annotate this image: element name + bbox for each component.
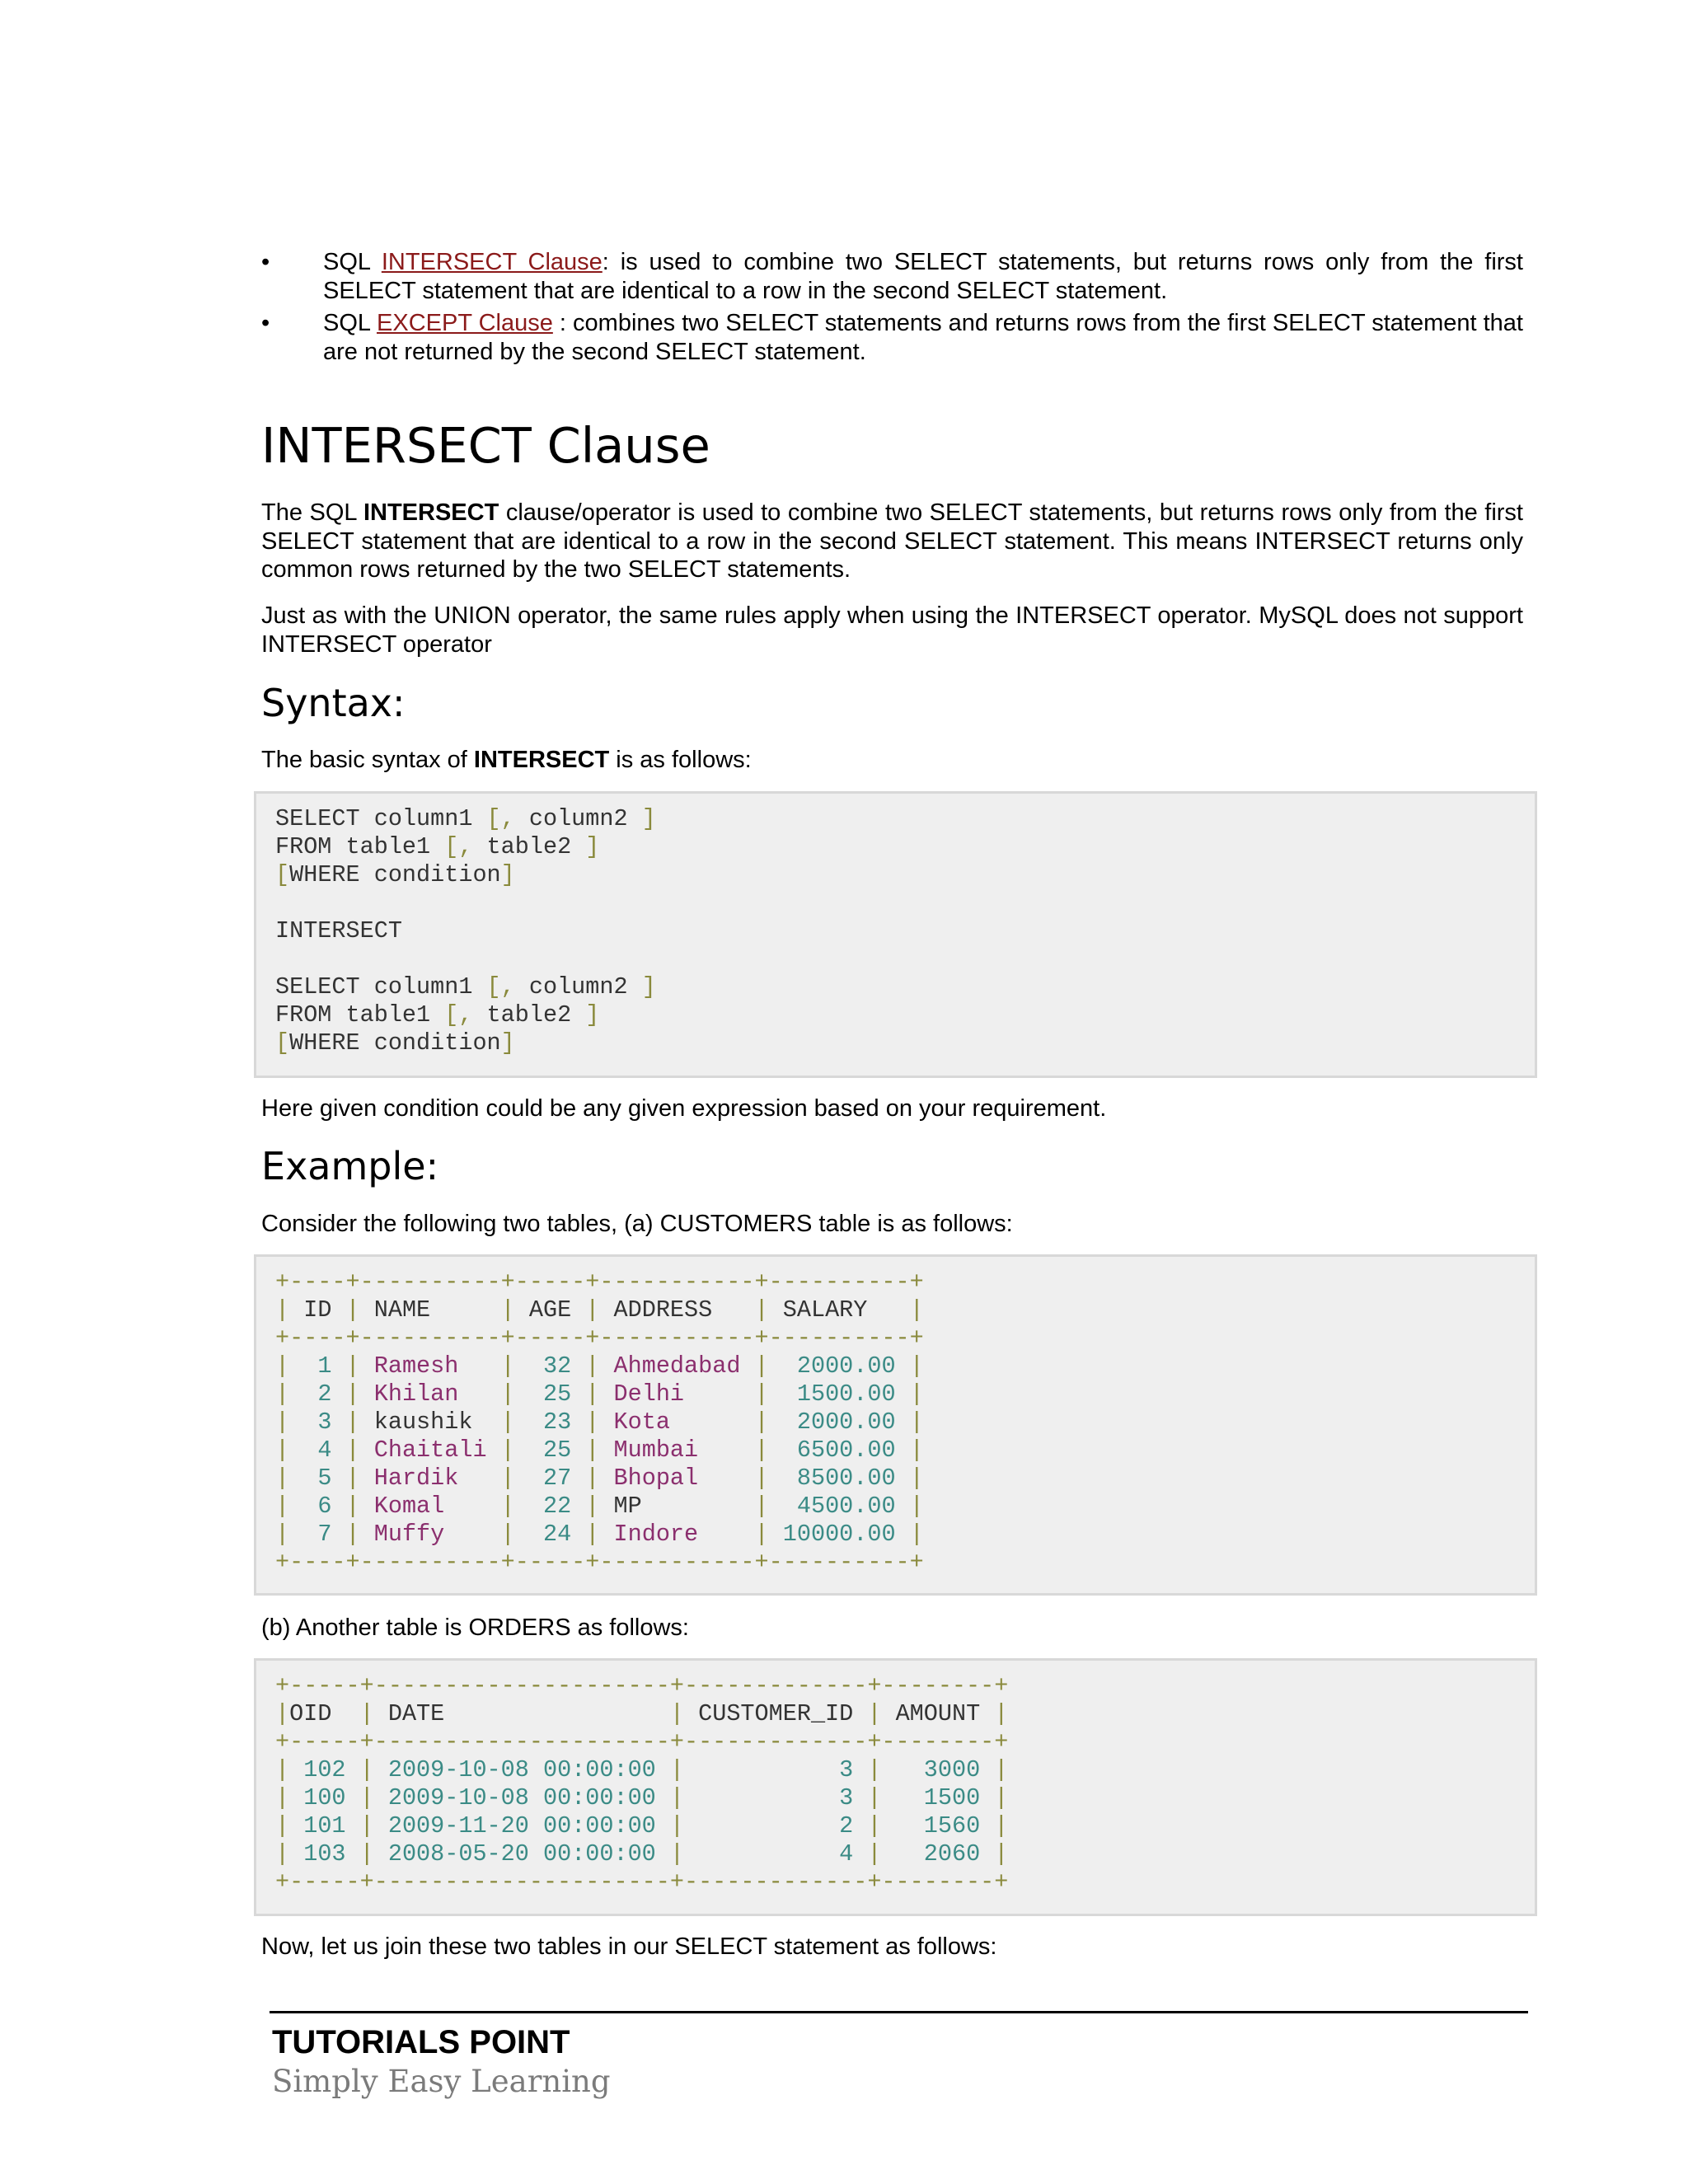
column-header: DATE	[373, 1700, 670, 1727]
table-cell: 22	[514, 1493, 586, 1520]
intro-text: clause/operator is used to combine two SELECT statements, but returns rows only from the first SELECT statement that are identical to a row in the second SELECT statement. This means INTERSECT returns only common rows returned by the two SELECT statements.	[261, 499, 1523, 583]
syntax-intro-bold: INTERSECT	[473, 747, 610, 773]
table-cell: 3000	[881, 1756, 995, 1783]
table-cell: 3	[289, 1408, 346, 1436]
table-cell: kaushik	[359, 1408, 501, 1436]
table-row: | 4 | Chaitali | 25 | Mumbai | 6500.00 |	[275, 1436, 924, 1464]
table-cell: 1560	[881, 1812, 995, 1840]
table-top-border: +----+----------+-----+-----------+----------+	[275, 1268, 924, 1296]
section-title: INTERSECT Clause	[261, 417, 710, 474]
footer-divider	[270, 2011, 1528, 2013]
table-cell: 2060	[881, 1840, 995, 1868]
footer-tagline: Simply Easy Learning	[272, 2064, 611, 2099]
table-cell: 100	[289, 1784, 360, 1811]
table-header-row: | ID | NAME | AGE | ADDRESS | SALARY |	[275, 1296, 924, 1324]
clause-list	[261, 248, 1523, 370]
table-cell: 5	[289, 1465, 346, 1492]
table-header-row: |OID | DATE | CUSTOMER_ID | AMOUNT |	[275, 1700, 1009, 1727]
table-cell: 6	[289, 1493, 346, 1520]
table-cell: 2009-10-08 00:00:00	[373, 1784, 670, 1811]
table-cell: 1500.00	[768, 1380, 910, 1408]
table-cell: Hardik	[359, 1465, 501, 1492]
condition-note: Here given condition could be any given expression based on your requirement.	[261, 1095, 1107, 1122]
syntax-intro	[261, 746, 1523, 775]
table-row: | 2 | Khilan | 25 | Delhi | 1500.00 |	[275, 1380, 924, 1408]
table-cell: Indore	[599, 1521, 755, 1548]
footer-brand: TUTORIALS POINT	[272, 2024, 570, 2060]
column-header: CUSTOMER_ID	[684, 1700, 868, 1727]
table-cell: Komal	[359, 1493, 501, 1520]
table-cell: Kota	[599, 1408, 755, 1436]
table-cell: MP	[599, 1493, 755, 1520]
rules-paragraph: Just as with the UNION operator, the same rules apply when using the INTERSECT operator. MySQL does not support INTERSECT operator	[261, 602, 1523, 658]
intersect-clause-link[interactable]: INTERSECT Clause	[381, 249, 603, 275]
syntax-code-block	[254, 791, 1537, 1078]
table-cell: Khilan	[359, 1380, 501, 1408]
syntax-heading: Syntax:	[261, 681, 406, 725]
table-cell: 25	[514, 1436, 586, 1464]
column-header: NAME	[359, 1296, 501, 1324]
bullet-icon: •	[261, 310, 270, 336]
table-cell: Chaitali	[359, 1436, 501, 1464]
table-cell: 102	[289, 1756, 360, 1783]
bullet-icon: •	[261, 249, 270, 275]
table-cell: 8500.00	[768, 1465, 910, 1492]
column-header: SALARY	[768, 1296, 910, 1324]
column-header: ADDRESS	[599, 1296, 755, 1324]
syntax-intro-text: The basic syntax of	[261, 747, 474, 773]
table-row: | 103 | 2008-05-20 00:00:00 | 4 | 2060 |	[275, 1840, 1009, 1868]
code-line: [WHERE condition]	[275, 861, 515, 888]
table-cell: 4	[684, 1840, 868, 1868]
column-header: ID	[289, 1296, 346, 1324]
list-item-except	[261, 309, 1523, 367]
table-cell: Muffy	[359, 1521, 501, 1548]
table-cell: 27	[514, 1465, 586, 1492]
table-cell: 1500	[881, 1784, 995, 1811]
code-line-blank	[275, 889, 1535, 917]
table-header-border: +-----+---------------------+-------------+--------+	[275, 1728, 1009, 1755]
table-cell: Ramesh	[359, 1352, 501, 1380]
table-cell: 1	[289, 1352, 346, 1380]
table-top-border: +-----+---------------------+-------------+--------+	[275, 1672, 1009, 1699]
syntax-intro-text: is as follows:	[609, 747, 752, 773]
table-row: | 100 | 2009-10-08 00:00:00 | 3 | 1500 |	[275, 1784, 1009, 1811]
table-row: | 7 | Muffy | 24 | Indore | 10000.00 |	[275, 1521, 924, 1548]
code-line: SELECT column1 [, column2 ]	[275, 973, 656, 1001]
join-note: Now, let us join these two tables in our SELECT statement as follows:	[261, 1933, 997, 1960]
intro-paragraph	[261, 499, 1523, 584]
table-header-border: +----+----------+-----+-----------+----------+	[275, 1324, 924, 1352]
table-bottom-border: +-----+---------------------+-------------+--------+	[275, 1868, 1009, 1896]
code-line-blank	[275, 945, 1535, 973]
list-item-intersect	[261, 248, 1523, 306]
table-cell: 2000.00	[768, 1408, 910, 1436]
table-cell: 2008-05-20 00:00:00	[373, 1840, 670, 1868]
bullet-text: : is used to combine two SELECT statements, but returns rows only from the first SELECT statement that are identical to a row in the second SELECT statement.	[323, 249, 1523, 304]
table-cell: 2009-11-20 00:00:00	[373, 1812, 670, 1840]
code-line: INTERSECT	[275, 917, 402, 944]
table-cell: 23	[514, 1408, 586, 1436]
column-header: AGE	[514, 1296, 586, 1324]
table-cell: 101	[289, 1812, 360, 1840]
table-cell: 2009-10-08 00:00:00	[373, 1756, 670, 1783]
table-cell: 2000.00	[768, 1352, 910, 1380]
bullet-prefix: SQL	[323, 310, 377, 336]
table-cell: 24	[514, 1521, 586, 1548]
table-cell: 2	[289, 1380, 346, 1408]
table-row: | 101 | 2009-11-20 00:00:00 | 2 | 1560 |	[275, 1812, 1009, 1840]
intro-text: The SQL	[261, 499, 363, 526]
table-row: | 6 | Komal | 22 | MP | 4500.00 |	[275, 1493, 924, 1520]
table-row: | 3 | kaushik | 23 | Kota | 2000.00 |	[275, 1408, 924, 1436]
table-cell: Bhopal	[599, 1465, 755, 1492]
orders-table-block	[254, 1658, 1537, 1916]
column-header: AMOUNT	[881, 1700, 995, 1727]
table-bottom-border: +----+----------+-----+-----------+----------+	[275, 1549, 924, 1576]
table-cell: 4	[289, 1436, 346, 1464]
table-cell: 6500.00	[768, 1436, 910, 1464]
customers-table-block	[254, 1254, 1537, 1596]
table-cell: 10000.00	[768, 1521, 910, 1548]
table-cell: 25	[514, 1380, 586, 1408]
orders-intro: (b) Another table is ORDERS as follows:	[261, 1615, 689, 1641]
intro-bold: INTERSECT	[363, 499, 499, 526]
table-cell: Ahmedabad	[599, 1352, 755, 1380]
example-heading: Example:	[261, 1144, 439, 1188]
column-header: OID	[289, 1700, 360, 1727]
table-cell: 32	[514, 1352, 586, 1380]
table-row: | 102 | 2009-10-08 00:00:00 | 3 | 3000 |	[275, 1756, 1009, 1783]
table-row: | 5 | Hardik | 27 | Bhopal | 8500.00 |	[275, 1465, 924, 1492]
table-cell: 7	[289, 1521, 346, 1548]
code-line: FROM table1 [, table2 ]	[275, 1001, 600, 1029]
table-cell: 3	[684, 1756, 868, 1783]
table-cell: 3	[684, 1784, 868, 1811]
customers-intro: Consider the following two tables, (a) CUSTOMERS table is as follows:	[261, 1211, 1013, 1237]
table-row: | 1 | Ramesh | 32 | Ahmedabad | 2000.00 |	[275, 1352, 924, 1380]
except-clause-link[interactable]: EXCEPT Clause	[377, 310, 553, 336]
code-line: SELECT column1 [, column2 ]	[275, 805, 656, 832]
table-cell: Delhi	[599, 1380, 755, 1408]
table-cell: 4500.00	[768, 1493, 910, 1520]
code-line: FROM table1 [, table2 ]	[275, 833, 600, 860]
table-cell: 2	[684, 1812, 868, 1840]
code-line: [WHERE condition]	[275, 1029, 515, 1057]
table-cell: Mumbai	[599, 1436, 755, 1464]
bullet-prefix: SQL	[323, 249, 382, 275]
table-cell: 103	[289, 1840, 360, 1868]
bullet-text: : combines two SELECT statements and returns rows from the first SELECT statement that are not returned by the second SELECT statement.	[323, 310, 1523, 365]
